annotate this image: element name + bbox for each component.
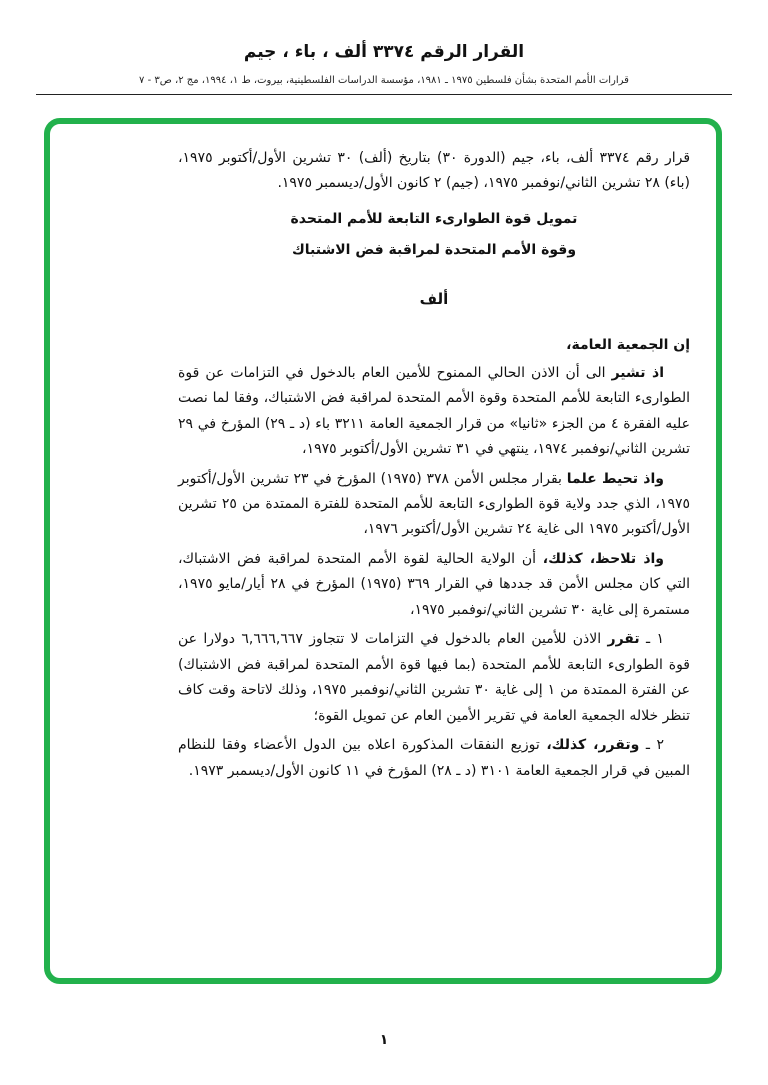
paragraph-lead: وتقرر، كذلك، <box>546 737 640 754</box>
paragraph-prefix: ٢ ـ <box>639 737 664 754</box>
source-citation-line: قرارات الأمم المتحدة بشأن فلسطين ١٩٧٥ ـ ١٩٨١، مؤسسة الدراسات الفلسطينية، بيروت، ط ١، ١٩٩٤، مج ٢، ص٣ - ٧ <box>139 75 629 86</box>
paragraph-rest: بقرار مجلس الأمن ٣٧٨ (١٩٧٥) المؤرخ في ٢٣ تشرين الأول/أكتوبر ١٩٧٥، الذي جدد ولاية قوة الطوارىء التابعة للأمم المتحدة للفترة الممتدة من ٢٥ تشرين الأول/أكتوبر ١٩٧٥ الى غاية ٢٤ تشرين الأول/أكتوبر ١٩٧٦، <box>178 470 690 538</box>
paragraph-lead: اذ تشير <box>611 364 664 381</box>
paragraph-lead: واذ تحيط علما <box>566 470 664 487</box>
section-label-alif: ألف <box>419 289 449 308</box>
document-title: القرار الرقم ٣٣٧٤ ألف ، باء ، جيم <box>243 42 525 62</box>
page-number: ١ <box>379 1032 389 1048</box>
paragraph-lead: واذ تلاحظ، كذلك، <box>542 550 665 567</box>
paragraph-rest: أن الولاية الحالية لقوة الأمم المتحدة لمراقبة فض الاشتباك، التي كان مجلس الأمن قد جددها في القرار ٣٦٩ (١٩٧٥) المؤرخ في ٢٨ أيار/مايو ١٩٧٥، مستمرة إلى غاية ٣٠ تشرين الثاني/نوفمبر ١٩٧٥، <box>178 550 691 618</box>
paragraph-prefix: ١ ـ <box>639 631 664 648</box>
document-frame <box>44 118 722 984</box>
paragraph-take-note <box>178 467 690 543</box>
paragraph-rest: الاذن للأمين العام بالدخول في التزامات لا تتجاوز ٦,٦٦٦,٦٦٧ دولارا عن قوة الطوارىء التابعة للأمم المتحدة (بما فيها قوة الأمم المتحدة لمراقبة فض الاشتباك) عن الفترة الممتدة من ١ إلى غاية ٣٠ تشرين الثاني/نوفمبر ١٩٧٥، وذلك لاتاحة وقت كاف تنظر خلاله الجمعية العامة في تقرير الأمين العام عن تمويل القوة؛ <box>178 631 690 724</box>
paragraph-rest: توزيع النفقات المذكورة اعلاه بين الدول الأعضاء وفقا للنظام المبين في قرار الجمعية العامة ٣١٠١ (د ـ ٢٨) المؤرخ في ١١ كانون الأول/ديسمبر ١٩٧٣. <box>178 737 690 779</box>
paragraph-operative-2 <box>178 733 690 784</box>
paragraph-note-also <box>178 547 690 623</box>
paragraph-recall <box>178 361 690 463</box>
paragraph-lead: تقرر <box>607 631 640 648</box>
resolution-heading-line1: تمويل قوة الطوارىء التابعة للأمم المتحدة <box>290 210 578 227</box>
header-divider <box>36 94 732 95</box>
resolution-intro: قرار رقم ٣٣٧٤ ألف، باء، جيم (الدورة ٣٠) بتاريخ (ألف) ٣٠ تشرين الأول/أكتوبر ١٩٧٥، (باء) ٢٨ تشرين الثاني/نوفمبر ١٩٧٥، (جيم) ٢ كانون الأول/ديسمبر ١٩٧٥. <box>178 150 691 192</box>
resolution-text <box>178 146 690 788</box>
paragraph-rest: الى أن الاذن الحالي الممنوح للأمين العام بالدخول في التزامات عن قوة الطوارىء التابعة للأمم المتحدة وقوة الأمم المتحدة لمراقبة فض الاشتباك، وفقا لما نصت عليه الفقرة ٤ من الجزء «ثانيا» من قرار الجمعية العامة ٣٢١١ باء (د ـ ٢٩) المؤرخ في ٢٩ تشرين الثاني/نوفمبر ١٩٧٤، ينتهي في ٣١ تشرين الأول/أكتوبر ١٩٧٥، <box>178 364 690 458</box>
paragraph-operative-1 <box>178 627 690 729</box>
preamble-line: إن الجمعية العامة، <box>566 337 690 354</box>
resolution-heading-line2: وقوة الأمم المتحدة لمراقبة فض الاشتباك <box>291 242 577 259</box>
